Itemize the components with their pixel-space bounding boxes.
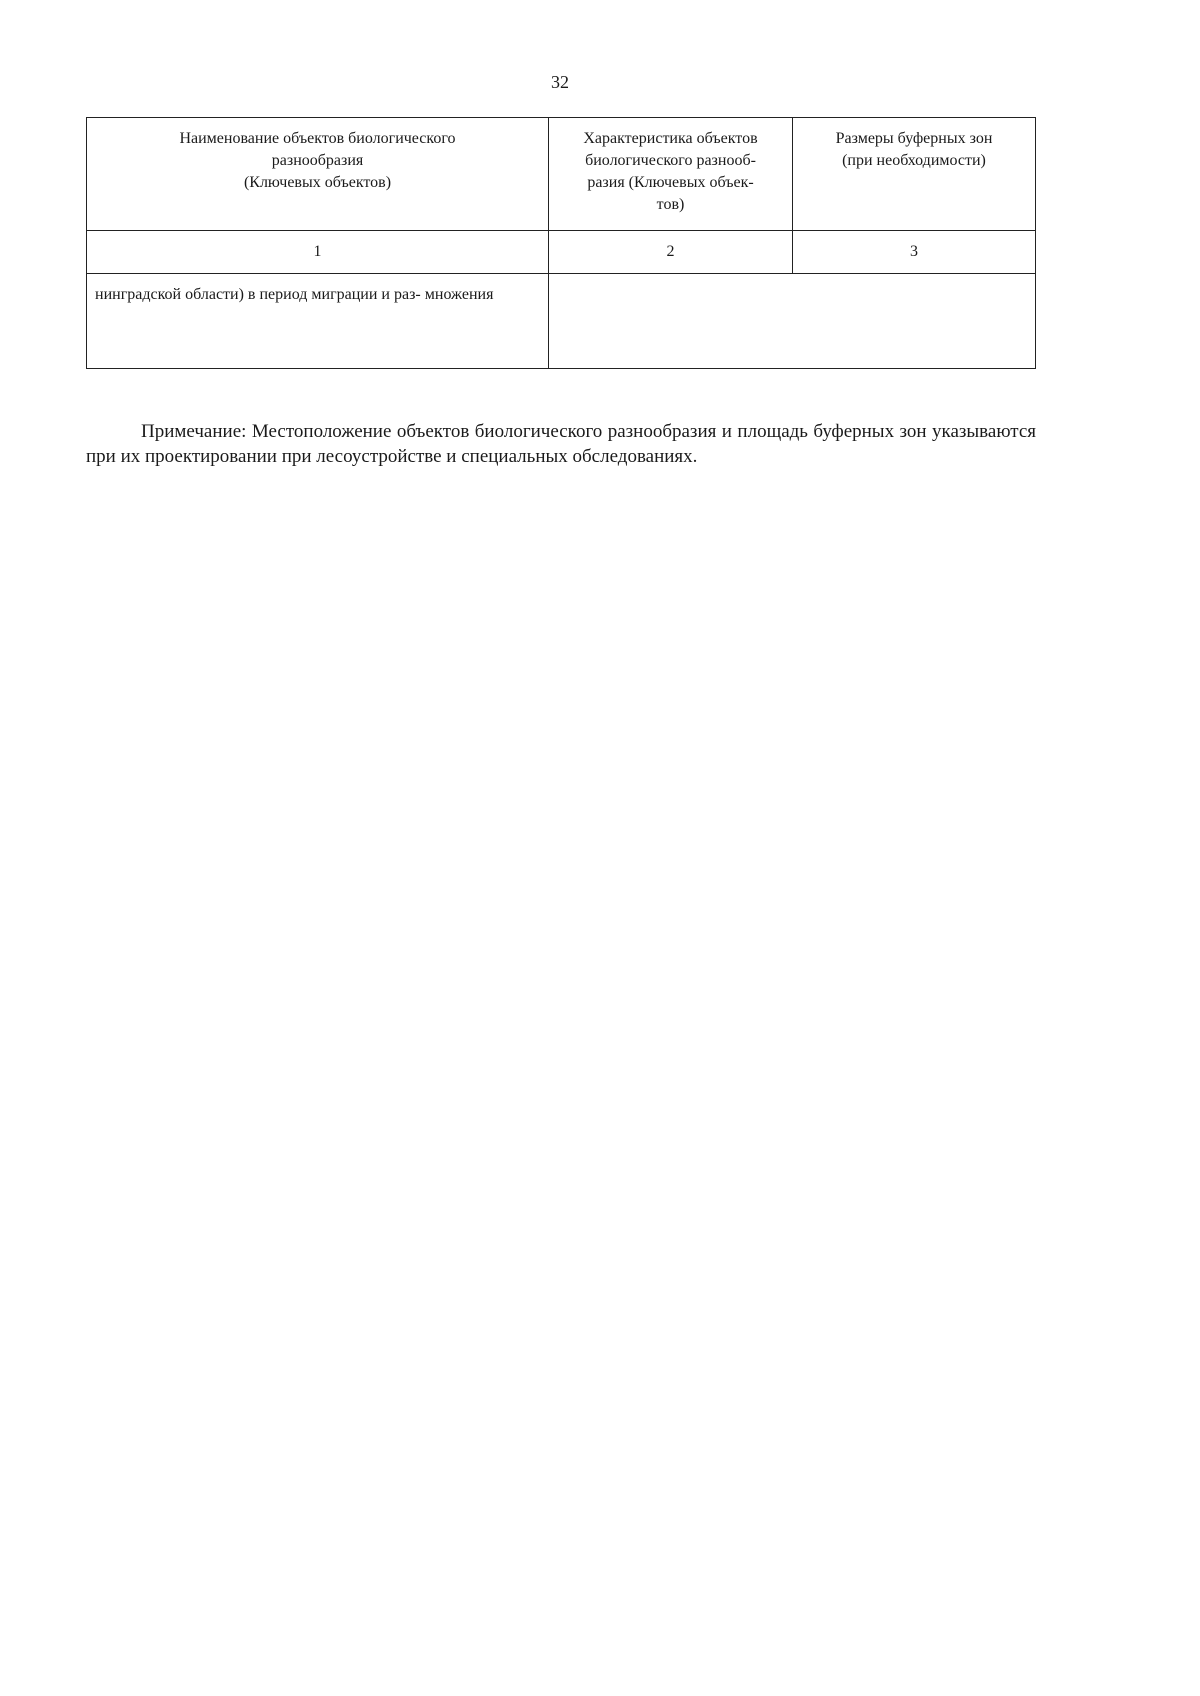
header-cell-characteristics [549, 118, 793, 231]
column-number-row [87, 231, 1036, 274]
header-line: тов) [656, 196, 685, 213]
cell-line: множения [424, 286, 494, 303]
header-line: Характеристика объектов [583, 130, 758, 147]
header-line: разия (Ключевых объек- [587, 174, 754, 191]
column-number: 2 [549, 231, 793, 274]
table-header-row [87, 118, 1036, 231]
note-paragraph: Примечание: Местоположение объектов биологического разнообразия и площадь буферных зон указываются при их проектировании при лесоустройстве и специальных обследованиях. [86, 421, 1036, 467]
header-line: Наименование объектов биологического [179, 130, 456, 147]
table-cell-name [87, 274, 549, 369]
header-line: Размеры буферных зон [835, 130, 993, 147]
header-line: разнообразия [271, 152, 364, 169]
biodiversity-table [86, 117, 1036, 369]
table-cell-merged [549, 274, 1036, 369]
header-line: биологического разнооб- [585, 152, 756, 169]
page-number: 32 [551, 72, 569, 92]
table-row [87, 274, 1036, 369]
header-line: (при необходимости) [842, 152, 986, 169]
header-cell-name [87, 118, 549, 231]
header-line: (Ключевых объектов) [243, 174, 392, 191]
header-cell-buffer-zones [793, 118, 1036, 231]
column-number: 3 [793, 231, 1036, 274]
column-number: 1 [87, 231, 549, 274]
cell-line: нинградской области) в период миграции и раз- [95, 286, 421, 303]
